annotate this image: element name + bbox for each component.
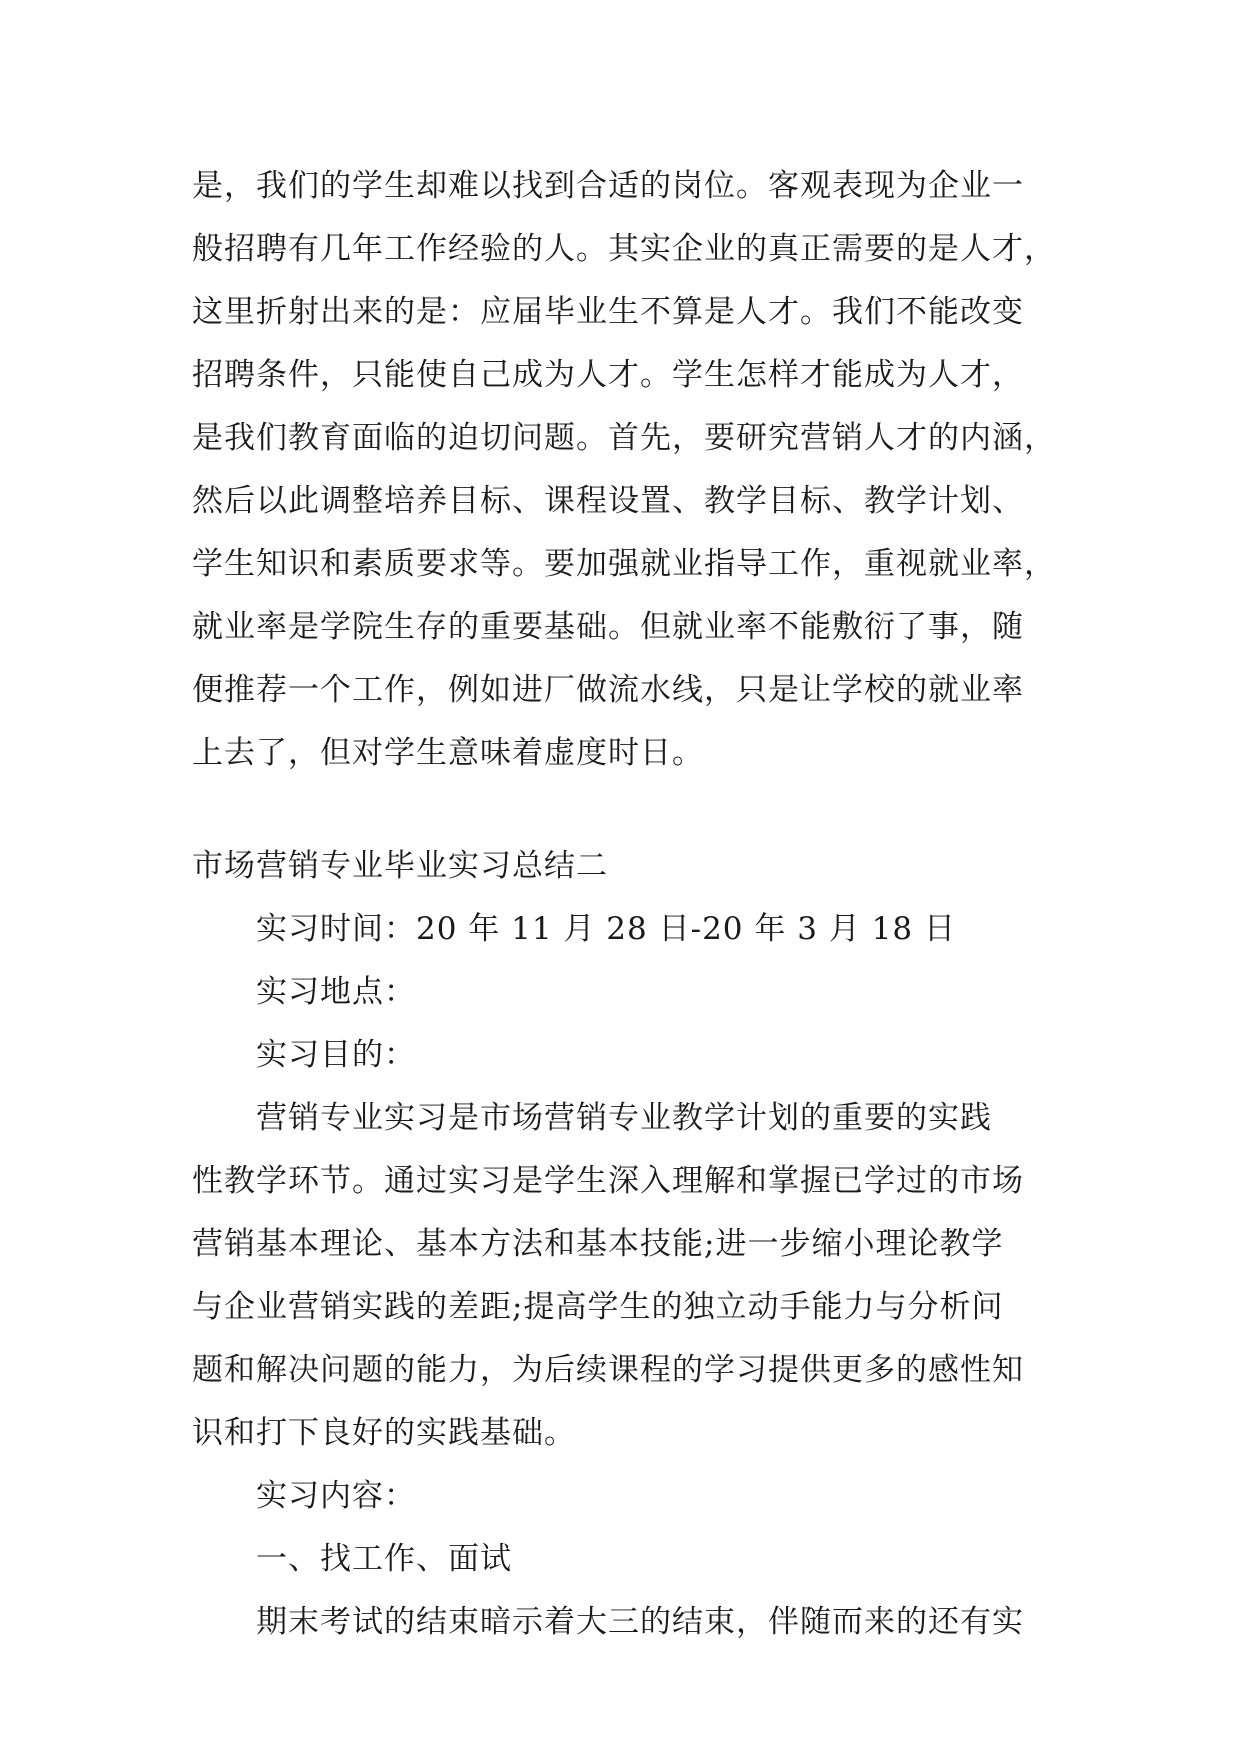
paragraph-line: 便推荐一个工作，例如进厂做流水线，只是让学校的就业率 <box>192 672 1024 708</box>
paragraph-line: 是我们教育面临的迫切问题。首先，要研究营销人才的内涵， <box>192 420 1056 456</box>
section-title: 市场营销专业毕业实习总结二 <box>192 848 608 884</box>
paragraph-line: 就业率是学院生存的重要基础。但就业率不能敷衍了事，随 <box>192 609 1024 645</box>
paragraph-line: 期末考试的结束暗示着大三的结束，伴随而来的还有实 <box>256 1604 1024 1640</box>
paragraph-line: 识和打下良好的实践基础。 <box>192 1415 576 1451</box>
paragraph-line: 营销专业实习是市场营销专业教学计划的重要的实践 <box>256 1100 992 1136</box>
paragraph-line: 性教学环节。通过实习是学生深入理解和掌握已学过的市场 <box>192 1163 1024 1199</box>
internship-time: 实习时间：20 年 11 月 28 日-20 年 3 月 18 日 <box>256 911 956 947</box>
internship-content: 实习内容： <box>256 1478 416 1514</box>
paragraph-line: 这里折射出来的是：应届毕业生不算是人才。我们不能改变 <box>192 294 1024 330</box>
paragraph-line: 般招聘有几年工作经验的人。其实企业的真正需要的是人才， <box>192 231 1056 267</box>
paragraph-line: 招聘条件，只能使自己成为人才。学生怎样才能成为人才， <box>192 357 1024 393</box>
heading-find-job: 一、找工作、面试 <box>256 1541 512 1577</box>
paragraph-line: 上去了，但对学生意味着虚度时日。 <box>192 735 704 771</box>
paragraph-line: 与企业营销实践的差距;提高学生的独立动手能力与分析问 <box>192 1289 1004 1325</box>
paragraph-line: 题和解决问题的能力，为后续课程的学习提供更多的感性知 <box>192 1352 1024 1388</box>
internship-purpose: 实习目的： <box>256 1037 416 1073</box>
paragraph-line: 然后以此调整培养目标、课程设置、教学目标、教学计划、 <box>192 483 1024 519</box>
paragraph-line: 是，我们的学生却难以找到合适的岗位。客观表现为企业一 <box>192 168 1024 204</box>
paragraph-line: 营销基本理论、基本方法和基本技能;进一步缩小理论教学 <box>192 1226 1004 1262</box>
paragraph-line: 学生知识和素质要求等。要加强就业指导工作，重视就业率， <box>192 546 1056 582</box>
internship-place: 实习地点： <box>256 974 416 1010</box>
